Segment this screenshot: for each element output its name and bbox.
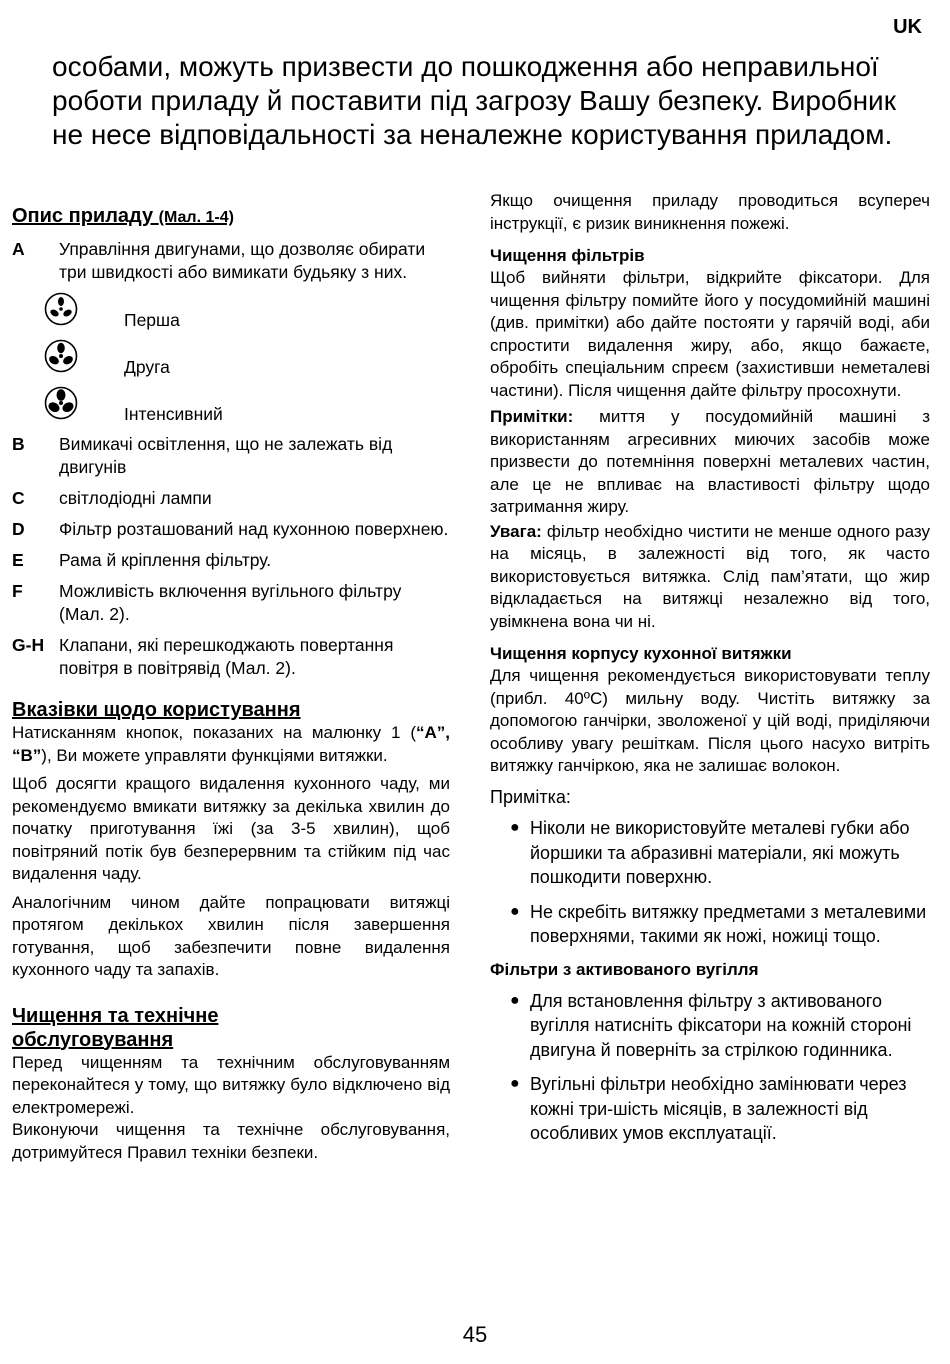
cleaning-heading-line-2: обслуговування — [12, 1028, 174, 1051]
list-item — [490, 816, 930, 890]
bullet-icon: ● — [510, 902, 520, 920]
speed-row-2 — [44, 339, 450, 386]
component-letter: F — [12, 581, 23, 601]
component-item-c — [12, 487, 450, 510]
page-number: 45 — [462, 1322, 488, 1347]
usage-paragraph-1 — [12, 722, 450, 767]
component-text: Можливість включення вугільного фільтру (Мал. 2). — [59, 581, 402, 624]
carbon-filters-heading: Фільтри з активованого вугілля — [490, 959, 759, 979]
usage-p1-post: ), Ви можете управляти функціями витяжки. — [41, 745, 388, 765]
fire-warning: Якщо очищення приладу проводиться всупереч інструкції, є ризик виникнення пожежі. — [490, 191, 930, 233]
component-item-e — [12, 549, 450, 572]
component-text: світлодіодні лампи — [59, 488, 212, 508]
description-heading-text: Опис приладу — [12, 205, 154, 227]
usage-p1-pre: Натисканням кнопок, показаних на малюнку 1 ( — [12, 723, 416, 742]
list-item — [490, 900, 930, 949]
usage-p1-bold: “A”, “B” — [12, 723, 450, 765]
body-cleaning-paragraph: Для чищення рекомендується використовувати теплу (прибл. 40ºC) мильну воду. Чистіть витяжку за допомогою ганчірки, зволоженої у цій воді, приділяючи особливу увагу решіткам. Після цього насухо витріть витяжку ганчіркою, яка не залишає волокон. — [490, 666, 930, 775]
component-letter: C — [12, 488, 25, 508]
component-letter: D — [12, 519, 25, 539]
component-letter: A — [12, 239, 25, 259]
list-item-text: Ніколи не використовуйте металеві губки або йоршики та абразивні матеріали, які можуть пошкодити поверхню. — [530, 818, 910, 887]
cleaning-heading-line-1: Чищення та технічне — [12, 1004, 219, 1027]
bullet-icon: ● — [510, 1075, 520, 1092]
component-list — [12, 238, 450, 680]
component-letter: B — [12, 434, 25, 454]
body-cleaning-bullets — [490, 816, 930, 949]
body-cleaning-heading: Чищення корпусу кухонної витяжки — [490, 644, 792, 663]
list-item-text: Не скребіть витяжку предметами з металевими поверхнями, такими як ножі, ножиці тощо. — [530, 901, 927, 946]
list-item — [490, 1072, 930, 1146]
fan-speed-2-icon — [44, 339, 78, 373]
filters-note-label: Примітки: — [490, 407, 574, 426]
body-cleaning-note: Примітка: — [490, 786, 571, 807]
component-text: Вимикачі освітлення, що не залежать від двигунів — [59, 434, 393, 477]
filters-attention-label: Увага: — [490, 521, 542, 541]
list-item — [490, 989, 930, 1063]
list-item-text: Вугільні фільтри необхідно замінювати через кожні три-шість місяців, в залежності від особливих умов експлуатації. — [530, 1074, 907, 1143]
cleaning-paragraph-1: Перед чищенням та технічним обслуговуванням переконайтеся у тому, що витяжку було відключено від електромережі. — [12, 1052, 450, 1117]
filters-heading: Чищення фільтрів — [490, 246, 645, 265]
fan-speed-3-icon — [44, 386, 78, 420]
description-heading — [12, 204, 450, 230]
component-text: Клапани, які перешкоджають повертання повітря в повітрявід (Мал. 2). — [59, 635, 394, 678]
component-text: Управління двигунами, що дозволяє обирати три швидкості або вимикати будьяку з них. — [59, 239, 426, 282]
cleaning-paragraph-2: Виконуючи чищення та технічне обслуговування, дотримуйтеся Правил техніки безпеки. — [12, 1120, 450, 1162]
speed-label-2: Друга — [124, 357, 170, 377]
component-item-d — [12, 518, 450, 541]
component-letter: G-H — [12, 635, 45, 655]
filters-attention-text: фільтр необхідно чистити не менше одного разу на місяць, в залежності від того, як часто використовується витяжка. Слід пам’ятати, що жир відкладається на витяжці незалежно від того, увімкнена вона чи ні. — [490, 521, 930, 631]
speed-label-1: Перша — [124, 310, 180, 330]
component-item-f — [12, 580, 450, 626]
filters-note-text: миття у посудомийній машині з використанням агресивних миючих засобів може призвести до потемніння поверхні металевих частин, але це не впливає на властивості фільтру щодо затримання жиру. — [490, 407, 930, 516]
component-letter: E — [12, 550, 24, 570]
component-item-a — [12, 238, 450, 284]
bullet-icon: ● — [510, 819, 520, 836]
component-item-b — [12, 433, 450, 479]
usage-heading: Вказівки щодо користування — [12, 699, 301, 721]
description-heading-ref: (Мал. 1-4) — [158, 209, 234, 226]
filters-attention — [490, 521, 930, 634]
speed-row-1 — [44, 292, 450, 339]
speed-label-3: Інтенсивний — [124, 404, 223, 424]
speed-row-3 — [44, 386, 450, 433]
fan-speed-1-icon — [44, 292, 78, 326]
usage-paragraph-3: Аналогічним чином дайте попрацювати витяжці протягом декількох хвилин після завершення готування, щоб забезпечити повне видалення кухонного чаду та запахів. — [12, 892, 450, 979]
filters-note — [490, 406, 930, 519]
cleaning-heading — [12, 1004, 450, 1052]
filters-paragraph: Щоб вийняти фільтри, відкрийте фіксатори. Для чищення фільтру помийте його у посудомийній машині (див. примітки) або дайте постояти у гарячій воді, аби спростити видалення жиру, або, якщо бажаєте, обробіть спеціальним спреєм (захистивши неметалеві частини). Після чищення дайте фільтру просохнути. — [490, 268, 930, 400]
bullet-icon: ● — [510, 991, 520, 1009]
list-item-text: Для встановлення фільтру з активованого вугілля натисніть фіксатори на кожній стороні двигуна й поверніть за стрілкою годинника. — [530, 990, 912, 1060]
carbon-filters-bullets — [490, 989, 930, 1146]
component-text: Рама й кріплення фільтру. — [59, 550, 272, 570]
usage-paragraph-2: Щоб досягти кращого видалення кухонного чаду, ми рекомендуємо вмикати витяжку за декілька хвилин до початку приготування їжі (за 3-5 хвилин), щоб повітряний потік був безперервним та стійким під час видалення чаду. — [12, 774, 450, 883]
left-column — [12, 190, 450, 1164]
component-item-gh — [12, 634, 450, 680]
right-column — [490, 190, 930, 1156]
intro-paragraph: особами, можуть призвести до пошкодження або неправильної роботи приладу й поставити під загрозу Вашу безпеку. Виробник не несе відповідальності за неналежне користування приладом. — [52, 51, 896, 150]
language-code: UK — [893, 16, 922, 38]
component-text: Фільтр розташований над кухонною поверхнею. — [59, 519, 449, 539]
